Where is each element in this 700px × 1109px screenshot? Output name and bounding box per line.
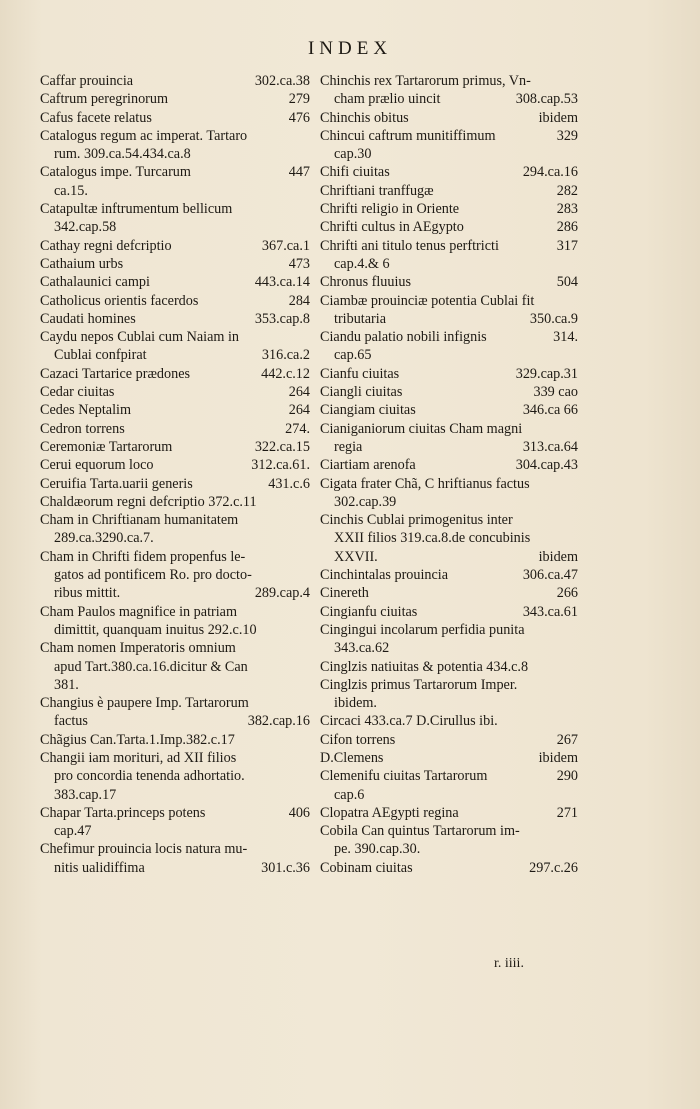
entry-line — [320, 109, 578, 127]
entry-text: Clemenifu ciuitas Tartarorum — [320, 768, 488, 785]
index-entry — [320, 475, 578, 512]
entry-text: Cathalaunici campi — [40, 274, 150, 291]
entry-reference: ibidem — [538, 548, 578, 565]
entry-text: pe. 390.cap.30. — [334, 841, 421, 858]
entry-text: Chrifti cultus in AEgypto — [320, 219, 464, 236]
index-entry — [320, 621, 578, 658]
entry-line — [40, 401, 310, 419]
entry-line — [320, 731, 578, 749]
entry-reference: 306.ca.47 — [522, 567, 578, 584]
entry-line — [320, 365, 578, 383]
entry-text: Cingianfu ciuitas — [320, 603, 418, 620]
index-entry — [320, 383, 578, 401]
entry-reference: 313.ca.64 — [522, 438, 578, 455]
entry-text: Ciandu palatio nobili infignis — [320, 329, 487, 346]
index-entry — [40, 694, 310, 731]
entry-text: 383.cap.17 — [54, 786, 117, 803]
index-entry — [320, 163, 578, 181]
entry-text: Circaci 433.ca.7 D.Cirullus ibi. — [320, 713, 498, 730]
entry-reference: 346.ca 66 — [522, 402, 578, 419]
entry-reference: 308.cap.53 — [515, 91, 578, 108]
entry-line — [40, 712, 310, 730]
index-entry — [320, 767, 578, 804]
index-entry — [40, 493, 310, 511]
entry-line — [40, 511, 310, 529]
entry-line — [40, 786, 310, 804]
entry-line — [40, 694, 310, 712]
entry-line — [320, 346, 578, 364]
entry-text: Caydu nepos Cublai cum Naiam in — [40, 329, 239, 346]
entry-text: 381. — [54, 676, 79, 693]
entry-text: Chinchis rex Tartarorum primus, Vn- — [320, 73, 531, 89]
index-entry — [320, 566, 578, 584]
entry-line — [320, 676, 578, 694]
entry-line — [320, 712, 578, 730]
entry-line — [320, 310, 578, 328]
entry-text: Ceremoniæ Tartarorum — [40, 438, 173, 455]
entry-line — [320, 584, 578, 602]
index-entry — [40, 603, 310, 640]
index-entry — [320, 859, 578, 877]
index-entry — [320, 603, 578, 621]
entry-text: cap.6 — [334, 786, 365, 803]
entry-line — [320, 328, 578, 346]
index-entry — [320, 127, 578, 164]
entry-line — [40, 859, 310, 877]
entry-reference: 317 — [556, 237, 578, 254]
entry-line — [320, 639, 578, 657]
entry-reference: 271 — [556, 804, 578, 821]
entry-line — [40, 621, 310, 639]
entry-text: factus — [54, 713, 88, 730]
entry-reference: 447 — [288, 164, 310, 181]
entry-line — [40, 328, 310, 346]
entry-reference: 339 cao — [533, 384, 578, 401]
entry-line — [40, 767, 310, 785]
entry-line — [40, 273, 310, 291]
entry-text: Cedar ciuitas — [40, 384, 115, 401]
entry-text: Clopatra AEgypti regina — [320, 804, 459, 821]
entry-text: Cinglzis primus Tartarorum Imper. — [320, 676, 518, 693]
entry-text: tributaria — [334, 310, 386, 327]
entry-text: Cianfu ciuitas — [320, 365, 400, 382]
entry-text: Catalogus regum ac imperat. Tartaro — [40, 127, 248, 144]
entry-reference: ibidem — [538, 749, 578, 766]
entry-line — [40, 90, 310, 108]
entry-reference: 431.c.6 — [268, 475, 310, 492]
entry-line — [320, 804, 578, 822]
index-entry — [320, 292, 578, 329]
entry-reference: 282 — [556, 182, 578, 199]
entry-reference: 264 — [288, 402, 310, 419]
entry-reference: 314. — [553, 329, 578, 346]
entry-text: Cathay regni defcriptio — [40, 237, 172, 254]
entry-text: ribus mittit. — [54, 585, 121, 602]
entry-line — [40, 365, 310, 383]
index-entry — [40, 804, 310, 841]
entry-line — [40, 584, 310, 602]
entry-line — [320, 255, 578, 273]
index-entry — [40, 383, 310, 401]
entry-text: Chincui caftrum munitiffimum — [320, 127, 496, 144]
entry-line — [40, 529, 310, 547]
entry-line — [40, 310, 310, 328]
entry-reference: 329.cap.31 — [515, 365, 578, 382]
index-entry — [320, 749, 578, 767]
entry-text: Chefimur prouincia locis natura mu- — [40, 841, 248, 858]
index-entry — [320, 218, 578, 236]
entry-text: Cham Paulos magnifice in patriam — [40, 603, 238, 620]
index-entry — [40, 749, 310, 804]
entry-line — [40, 804, 310, 822]
entry-reference: 322.ca.15 — [254, 438, 310, 455]
entry-line — [320, 529, 578, 547]
entry-reference: 284 — [288, 292, 310, 309]
entry-text: Ceruifia Tarta.uarii generis — [40, 475, 193, 492]
entry-reference: 406 — [288, 804, 310, 821]
entry-reference: 353.cap.8 — [254, 310, 310, 327]
entry-line — [320, 749, 578, 767]
index-entry — [40, 273, 310, 291]
index-entry — [320, 200, 578, 218]
entry-reference: 304.cap.43 — [515, 457, 578, 474]
entry-line — [320, 456, 578, 474]
entry-text: Cobila Can quintus Tartarorum im- — [320, 823, 520, 840]
entry-text: Cham in Chriftianam humanitatem — [40, 512, 239, 529]
entry-text: Changii iam morituri, ad XII filios — [40, 749, 237, 766]
entry-text: Chapar Tarta.princeps potens — [40, 804, 206, 821]
entry-text: dimittit, quanquam inuitus 292.c.10 — [54, 621, 257, 638]
entry-text: apud Tart.380.ca.16.dicitur & Can — [54, 658, 248, 675]
entry-text: Catapultæ inftrumentum bellicum — [40, 201, 233, 218]
entry-line — [40, 676, 310, 694]
entry-text: Chãgius Can.Tarta.1.Imp.382.c.17 — [40, 731, 235, 748]
entry-reference: 267 — [556, 731, 578, 748]
entry-line — [320, 511, 578, 529]
index-entry — [40, 72, 310, 90]
entry-line — [320, 493, 578, 511]
entry-reference: 316.ca.2 — [261, 347, 310, 364]
entry-text: Chriftiani tranffugæ — [320, 182, 434, 199]
entry-line — [320, 237, 578, 255]
entry-reference: 312.ca.61. — [251, 457, 310, 474]
entry-text: Cobinam ciuitas — [320, 859, 413, 876]
entry-text: Chaldæorum regni defcriptio 372.c.11 — [40, 493, 257, 510]
index-entry — [320, 731, 578, 749]
entry-line — [320, 292, 578, 310]
entry-text: pro concordia tenenda adhortatio. — [54, 768, 245, 785]
entry-reference: 264 — [288, 384, 310, 401]
index-entry — [320, 456, 578, 474]
entry-reference: 350.ca.9 — [529, 310, 578, 327]
entry-reference: 301.c.36 — [261, 859, 310, 876]
index-column-right — [320, 72, 578, 877]
entry-line — [320, 218, 578, 236]
entry-line — [40, 658, 310, 676]
index-entry — [320, 511, 578, 566]
entry-text: gatos ad pontificem Ro. pro docto- — [54, 567, 252, 584]
entry-reference: 382.cap.16 — [247, 713, 310, 730]
index-entry — [40, 548, 310, 603]
entry-text: Cham nomen Imperatoris omnium — [40, 640, 236, 657]
entry-text: Chronus fluuius — [320, 274, 412, 291]
entry-text: ibidem. — [334, 695, 377, 712]
entry-reference: 443.ca.14 — [254, 274, 310, 291]
entry-text: Changius è paupere Imp. Tartarorum — [40, 695, 249, 712]
index-entry — [40, 401, 310, 419]
entry-line — [320, 767, 578, 785]
entry-text: Cifon torrens — [320, 731, 396, 748]
index-entry — [320, 804, 578, 822]
entry-line — [40, 218, 310, 236]
entry-line — [40, 72, 310, 90]
index-entry — [320, 676, 578, 713]
entry-line — [40, 566, 310, 584]
index-entry — [320, 365, 578, 383]
index-entry — [320, 658, 578, 676]
entry-text: ca.15. — [54, 182, 88, 199]
entry-line — [320, 273, 578, 291]
entry-line — [320, 127, 578, 145]
entry-line — [40, 420, 310, 438]
entry-text: Chifi ciuitas — [320, 164, 390, 181]
entry-line — [320, 475, 578, 493]
entry-text: Chinchis obitus — [320, 109, 409, 126]
entry-text: Chrifti ani titulo tenus perftricti — [320, 237, 499, 254]
signature-mark: r. iiii. — [494, 956, 524, 971]
entry-text: 342.cap.58 — [54, 219, 117, 236]
entry-text: cham prælio uincit — [334, 91, 441, 108]
page-title: INDEX — [307, 38, 393, 59]
entry-line — [40, 346, 310, 364]
entry-text: Cerui equorum loco — [40, 457, 154, 474]
entry-line — [40, 822, 310, 840]
index-entry — [320, 182, 578, 200]
entry-text: XXVII. — [334, 548, 378, 565]
entry-text: Ciangli ciuitas — [320, 384, 403, 401]
entry-line — [40, 475, 310, 493]
index-entry — [320, 72, 578, 109]
index-entry — [320, 401, 578, 419]
entry-text: Catalogus impe. Turcarum — [40, 164, 191, 181]
entry-reference: 329 — [556, 127, 578, 144]
entry-text: XXII filios 319.ca.8.de concubinis — [334, 530, 531, 547]
entry-reference: 286 — [556, 219, 578, 236]
entry-line — [40, 438, 310, 456]
entry-reference: 476 — [288, 109, 310, 126]
entry-line — [320, 182, 578, 200]
entry-line — [320, 786, 578, 804]
entry-line — [320, 658, 578, 676]
entry-text: rum. 309.ca.54.434.ca.8 — [54, 146, 191, 163]
entry-text: Cafus facete relatus — [40, 109, 152, 126]
entry-text: Ciartiam arenofa — [320, 457, 416, 474]
index-entry — [40, 255, 310, 273]
index-entry — [40, 731, 310, 749]
entry-reference: 279 — [288, 91, 310, 108]
entry-line — [320, 621, 578, 639]
entry-line — [320, 72, 578, 90]
entry-line — [40, 493, 310, 511]
entry-line — [40, 109, 310, 127]
entry-line — [40, 145, 310, 163]
index-entry — [40, 438, 310, 456]
index-entry — [40, 292, 310, 310]
entry-text: Cinchintalas prouincia — [320, 567, 449, 584]
entry-text: D.Clemens — [320, 749, 384, 766]
entry-reference: 297.c.26 — [529, 859, 578, 876]
index-entry — [40, 200, 310, 237]
index-entry — [40, 237, 310, 255]
entry-reference: 294.ca.16 — [522, 164, 578, 181]
entry-line — [320, 200, 578, 218]
entry-text: cap.4.& 6 — [334, 255, 390, 272]
entry-line — [40, 383, 310, 401]
entry-text: Cazaci Tartarice prædones — [40, 365, 191, 382]
entry-line — [40, 731, 310, 749]
index-entry — [40, 90, 310, 108]
entry-reference: 289.cap.4 — [254, 585, 310, 602]
entry-text: 289.ca.3290.ca.7. — [54, 530, 154, 547]
entry-line — [320, 145, 578, 163]
entry-reference: 302.ca.38 — [254, 73, 310, 89]
entry-line — [320, 566, 578, 584]
entry-text: Cedes Neptalim — [40, 402, 132, 419]
index-entry — [320, 109, 578, 127]
index-entry — [40, 127, 310, 164]
index-entry — [40, 328, 310, 365]
index-entry — [320, 328, 578, 365]
entry-text: Cinglzis natiuitas & potentia 434.c.8 — [320, 658, 529, 675]
entry-text: cap.47 — [54, 823, 92, 840]
entry-line — [40, 548, 310, 566]
index-entry — [40, 310, 310, 328]
index-entry — [40, 456, 310, 474]
entry-text: Chrifti religio in Oriente — [320, 201, 460, 218]
entry-line — [320, 694, 578, 712]
entry-reference: 266 — [556, 585, 578, 602]
entry-reference: 290 — [556, 768, 578, 785]
entry-text: 343.ca.62 — [334, 640, 390, 657]
entry-line — [320, 420, 578, 438]
index-entry — [40, 511, 310, 548]
entry-line — [320, 90, 578, 108]
entry-reference: 442.c.12 — [261, 365, 310, 382]
index-entry — [40, 840, 310, 877]
entry-reference: 473 — [288, 255, 310, 272]
entry-line — [40, 127, 310, 145]
entry-line — [320, 548, 578, 566]
entry-text: nitis ualidiffima — [54, 859, 145, 876]
entry-reference: 367.ca.1 — [261, 237, 310, 254]
entry-line — [40, 200, 310, 218]
entry-reference: 283 — [556, 201, 578, 218]
entry-line — [40, 292, 310, 310]
entry-line — [40, 237, 310, 255]
entry-text: Caftrum peregrinorum — [40, 91, 169, 108]
index-column-left — [40, 72, 310, 877]
entry-text: 302.cap.39 — [334, 493, 397, 510]
index-entry — [40, 639, 310, 694]
entry-text: Catholicus orientis facerdos — [40, 292, 199, 309]
index-entry — [40, 109, 310, 127]
entry-line — [320, 603, 578, 621]
entry-text: Ciangiam ciuitas — [320, 402, 416, 419]
entry-line — [40, 182, 310, 200]
index-entry — [320, 273, 578, 291]
entry-reference: ibidem — [538, 109, 578, 126]
entry-reference: 274. — [285, 420, 310, 437]
entry-line — [40, 603, 310, 621]
entry-text: Cedron torrens — [40, 420, 125, 437]
entry-text: Caudati homines — [40, 310, 136, 327]
entry-line — [320, 401, 578, 419]
entry-text: cap.65 — [334, 347, 372, 364]
entry-line — [320, 383, 578, 401]
entry-line — [320, 840, 578, 858]
entry-line — [320, 859, 578, 877]
entry-text: cap.30 — [334, 146, 372, 163]
entry-text: Cinchis Cublai primogenitus inter — [320, 512, 513, 529]
entry-line — [320, 163, 578, 181]
index-entry — [40, 475, 310, 493]
entry-line — [40, 163, 310, 181]
index-entry — [320, 712, 578, 730]
entry-line — [40, 255, 310, 273]
entry-text: Cigata frater Chã, C hriftianus factus — [320, 475, 530, 492]
entry-text: Cublai confpirat — [54, 347, 147, 364]
index-entry — [320, 237, 578, 274]
entry-text: Cinereth — [320, 585, 369, 602]
entry-text: Cianiganiorum ciuitas Cham magni — [320, 420, 523, 437]
index-entry — [40, 420, 310, 438]
entry-line — [40, 639, 310, 657]
index-entry — [320, 420, 578, 457]
entry-line — [40, 456, 310, 474]
entry-reference: 504 — [556, 274, 578, 291]
entry-line — [40, 749, 310, 767]
entry-text: Caffar prouincia — [40, 73, 134, 89]
entry-text: Cingingui incolarum perfidia punita — [320, 621, 525, 638]
entry-reference: 343.ca.61 — [522, 603, 578, 620]
entry-line — [320, 438, 578, 456]
entry-text: Ciambæ prouinciæ potentia Cublai fit — [320, 292, 535, 309]
index-entry — [40, 365, 310, 383]
index-entry — [320, 822, 578, 859]
entry-text: regia — [334, 438, 363, 455]
index-entry — [40, 163, 310, 200]
entry-line — [40, 840, 310, 858]
entry-text: Cham in Chrifti fidem propenfus le- — [40, 548, 246, 565]
entry-text: Cathaium urbs — [40, 255, 124, 272]
index-entry — [320, 584, 578, 602]
entry-line — [320, 822, 578, 840]
